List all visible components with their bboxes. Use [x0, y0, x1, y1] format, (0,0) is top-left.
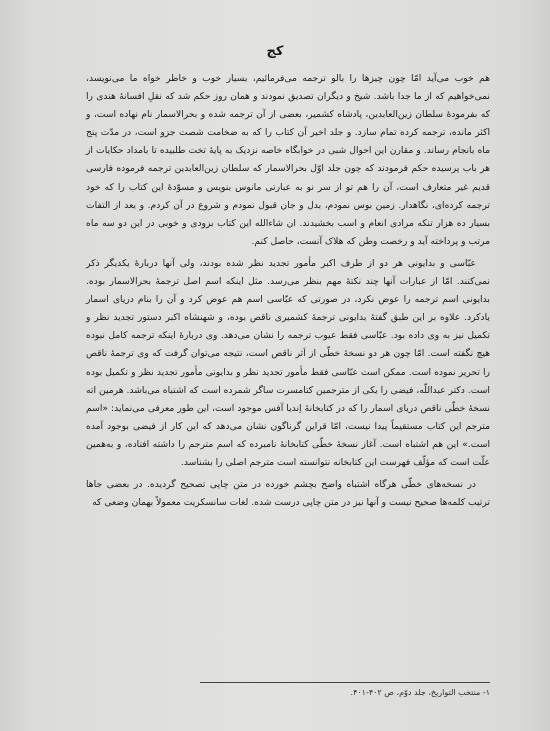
paragraph-2: عبّاسی و بدایونی هر دو از طرف اکبر مأمور تجدید نظر شده بودند، ولی آنها دربارهٔ یکدیگر ذکر نمی‌کنند. امّا از عبارات آنها چند نکتهٔ مهم بنظر می‌رسد. مثل اینکه اسم اصل ترجمهٔ بحرالاسمار بوده. بدایونی اسم ترجمه را عوض نکرد، در صورتی که عبّاسی اسم هم عوض کرد و آن را بنام دریای اسمار یادکرد. علاوه بر این طبق گفتهٔ بدایونی ترجمهٔ کشمیری ناقص بوده، و شهنشاه اکبر دستور تجدید نظر و تکمیل نیز به وی داده بود. عبّاسی فقط عیوب ترجمه را نشان می‌دهد. وی دربارهٔ اینکه ترجمه کامل نبوده هیچ نگفته است. امّا چون هر دو نسخهٔ خطّی از اَثر ناقص است، نتیجه می‌توان گرفت که وی ترجمهٔ ناقص را تحریر نموده است. ممکن است عبّاسی فقط مأمور تجدید نظر و بدایونی مأمور تجدید نظر و تکمیل بوده است. دکتر عبداللّه، فیضی را یکی از مترجمین کتامسرت ساگر شمرده است که اشتباه می‌باشد. هرمین اته نسخهٔ خطّی ناقص دریای اسمار را که در کتابخانهٔ اِندیا آفس موجود است، این طور معرفی می‌نماید: «اسم مترجم این کتاب مستقیماً پیدا نیست، امّا قراین گرناگون نشان می‌دهد که این کار از فیضی بوجود آمده است.» این هم اشتباه است. آغاز نسخهٔ خطّی کتابخانهٔ نامبرده که اسم مترجم را داشته افتاده، و به‌همین علّت است که مؤلّف فهرست این کتابخانه نتوانسته است مترجم اصلی را بشناسد.: [86, 257, 490, 468]
footnote-divider: [200, 682, 490, 683]
paragraph-3: در نسخه‌های خطّی هرگاه اشتباه واضح بچشم خورده در متن چاپی تصحیح گردیده. در بعضی جاها ترتیب کلمه‌ها صحیح نیست و آنها نیز در متن چاپی درست شده. لغات سانسکریت معمولاً بهمان وضعی که: [86, 479, 490, 509]
footnote: ۱- منتخب التواریخ، جلد دوّم، ص ۴۰۲-۴۰۱.: [350, 688, 490, 697]
body-text: [86, 70, 490, 512]
paragraph-1: هم خوب می‌آید امّا چون چیزها را بالو ترجمه می‌فرمائیم، بسیار خوب و خاطر خواه ما می‌نویسد، نمی‌خواهیم که از ما جدا باشد. شیخ و دیگران تصدیق نمودند و همان روز حکم شد که نقلِ افسانهٔ هندی را که بفرمودهٔ سلطان زین‌العابدین، پادشاه کشمیر، بعضی از آن ترجمه شده و بحرالاسمار نام نهاده است، و اکثر مانده، ترجمه کرده تمام سازد. و جلد اخیر آن کتاب را که به ضخامت شصت جزو است، در مدّت پنج ماه بانجام رساند. و مقارن این احوال شبی در خوابگاه خاصه نزدیک به پایهٔ تخت طلبیده تا بامداد حکایات از هر باب پرسیده حکم فرمودند که چون جلد اوّل بحرالاسمار که سلطان زین‌العابدین ترجمه فرموده فارسی قدیم غیر متعارف است، آن را هم تو از سر نو به عبارتی مانوس بنویس و مسوّدهٔ این کتاب را که خود ترجمه کرده‌ای، نگاهدار. زمین بوس نمودم، بدل و جان قبول نمودم و شروع در آن کردم. و بعد از التفات بسیار ده هزار تنکه مرادی انعام و اسب بخشیدند. ان شاءالله این کتاب بزودی و خوبی در این دو سه ماه مرتب و پرداخته آید و رخصت وطن که هلاک آنست، حاصل کنم.: [86, 73, 490, 247]
page-number: کج: [266, 44, 284, 59]
